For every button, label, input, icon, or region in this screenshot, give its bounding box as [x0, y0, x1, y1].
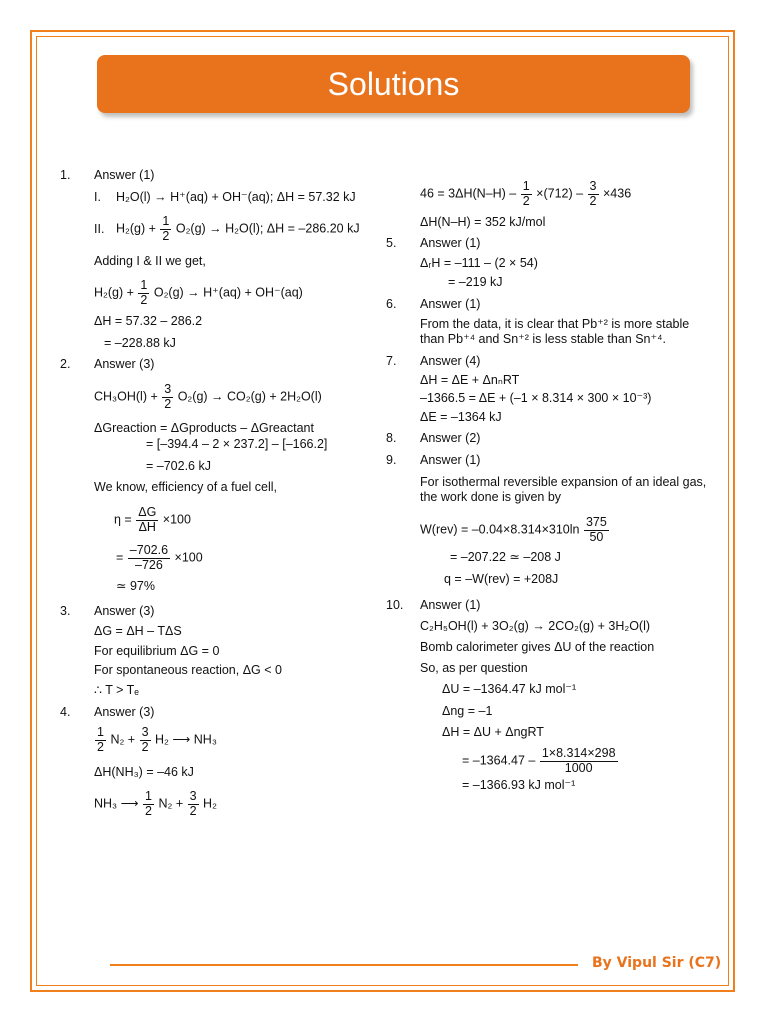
equation-line: C₂H₅OH(l) + 3O₂(g) → 2CO₂(g) + 3H₂O(l): [420, 619, 651, 634]
title-banner: [97, 55, 690, 113]
equation-line: ΔU = –1364.47 kJ mol⁻¹: [442, 682, 577, 697]
numerator: 3: [164, 381, 172, 396]
denominator: 2: [189, 804, 197, 818]
equation-text: O₂(g) → H⁺(aq) + OH⁻(aq): [153, 285, 303, 300]
denominator: 2: [145, 804, 152, 818]
equation-line: [94, 790, 385, 819]
question-number: 10.: [386, 597, 404, 612]
text-line: Adding I & II we get,: [94, 253, 206, 268]
denominator: 2: [141, 739, 149, 754]
equation-text: N₂ +: [158, 796, 184, 811]
denominator: ΔH: [138, 519, 156, 534]
equation-text: H₂: [203, 796, 217, 811]
answer-10: [386, 598, 716, 794]
equation-text: O₂(g) → CO₂(g) + 2H₂O(l): [177, 389, 322, 404]
equation-text: H₂O(l) → H⁺(aq) + OH⁻(aq); ΔH = 57.32 kJ: [116, 189, 356, 204]
roman-label: I.: [94, 189, 101, 204]
fraction: [140, 726, 151, 755]
equation-line: ΔE = –1364 kJ: [420, 409, 502, 424]
fraction: [136, 506, 158, 535]
answer-1: [60, 168, 385, 351]
answer-label: Answer (1): [420, 597, 481, 612]
answer-label: Answer (1): [420, 297, 481, 311]
text-line: For equilibrium ΔG = 0: [94, 643, 220, 658]
equation-text: CH₃OH(l) +: [94, 389, 158, 404]
equation-line: ΔH = ΔU + ΔngRT: [442, 725, 544, 740]
equation-text: =: [116, 550, 124, 565]
footer-rule: [110, 964, 578, 966]
answer-7: [386, 354, 716, 426]
answer-label: Answer (1): [420, 236, 481, 251]
question-number: 5.: [386, 236, 397, 251]
fraction: [588, 180, 599, 209]
numerator: 375: [585, 514, 607, 529]
denominator: 2: [140, 293, 148, 308]
equation-text: = –1364.47 –: [462, 753, 536, 768]
fraction: [143, 790, 154, 819]
answer-label: Answer (1): [420, 453, 481, 467]
equation-line: ≃ 97%: [116, 578, 155, 593]
text-line: than Pb⁺⁴ and Sn⁺² is less stable than Sn⁺⁴.: [420, 332, 666, 347]
numerator: 3: [141, 725, 149, 740]
fraction: [95, 726, 106, 755]
equation-line: –1366.5 = ΔE + (–1 × 8.314 × 300 × 10⁻³): [420, 391, 652, 406]
equation-line: ΔᵣH = –111 – (2 × 54): [420, 255, 538, 270]
denominator: 2: [522, 193, 530, 208]
numerator: 1: [97, 725, 104, 740]
question-number: 7.: [386, 353, 397, 368]
text-line: For spontaneous reaction, ΔG < 0: [94, 663, 282, 678]
numerator: 1: [162, 214, 170, 229]
denominator: 1000: [564, 760, 593, 775]
numerator: 1×8.314×298: [541, 746, 616, 760]
denominator: 50: [589, 529, 604, 544]
fraction: [521, 180, 532, 209]
fraction: [128, 544, 170, 573]
equation-line: [94, 215, 385, 244]
numerator: ΔG: [138, 504, 157, 519]
equation-line: ΔGreaction = ΔGproducts – ΔGreactant: [94, 421, 314, 436]
question-number: 9.: [386, 453, 397, 467]
equation-line: [420, 180, 716, 209]
numerator: 3: [189, 789, 197, 804]
fraction: [540, 747, 618, 776]
equation-line: [94, 506, 385, 535]
equation-line: = –228.88 kJ: [104, 335, 176, 350]
equation-text: ×(712) –: [536, 186, 584, 201]
numerator: 1: [522, 179, 530, 193]
question-number: 8.: [386, 431, 397, 446]
numerator: 1: [145, 789, 152, 804]
question-number: 6.: [386, 297, 397, 311]
equation-text: H₂(g) +: [94, 285, 134, 300]
equation-line: = –1366.93 kJ mol⁻¹: [462, 777, 576, 792]
equation-line: [94, 544, 385, 573]
numerator: 1: [140, 278, 148, 293]
equation-line: ΔH = ΔE + ΔnₙRT: [420, 372, 520, 387]
numerator: –702.6: [129, 543, 169, 558]
equation-line: = [–394.4 – 2 × 237.2] – [–166.2]: [146, 436, 328, 451]
answer-label: Answer (2): [420, 431, 481, 446]
question-number: 3.: [60, 604, 71, 619]
fraction: [584, 516, 609, 545]
text-line: the work done is given by: [420, 490, 562, 505]
equation-line: = –702.6 kJ: [146, 458, 211, 473]
answer-label: Answer (3): [94, 357, 155, 372]
equation-line: ΔH = 57.32 – 286.2: [94, 313, 203, 328]
equation-line: ΔH(NH₃) = –46 kJ: [94, 764, 194, 779]
equation-line: [420, 747, 716, 776]
footer-credit: By Vipul Sir (C7): [592, 955, 722, 971]
answer-8: [386, 431, 716, 447]
equation-text: 46 = 3ΔH(N–H) –: [420, 186, 517, 201]
equation-line: ΔG = ΔH – TΔS: [94, 624, 182, 638]
equation-line: q = –W(rev) = +208J: [444, 572, 559, 586]
equation-line: [420, 516, 716, 545]
question-number: 1.: [60, 168, 71, 182]
equation-text: N₂ +: [110, 732, 136, 747]
answer-label: Answer (1): [94, 168, 155, 182]
fraction: [160, 215, 171, 244]
roman-label: II.: [94, 221, 105, 236]
text-line: For isothermal reversible expansion of an ideal gas,: [420, 474, 707, 489]
text-line: We know, efficiency of a fuel cell,: [94, 480, 277, 495]
answer-4-continued: [386, 180, 716, 230]
equation-text: NH₃ ⟶: [94, 796, 139, 811]
equation-text: H₂(g) +: [116, 221, 156, 236]
question-number: 2.: [60, 357, 71, 372]
equation-line: [94, 383, 385, 412]
denominator: 2: [589, 193, 597, 208]
right-column: [386, 180, 716, 793]
equation-text: ×436: [602, 186, 632, 201]
answer-5: [386, 236, 716, 291]
denominator: 2: [97, 739, 104, 754]
answer-9: [386, 453, 716, 588]
left-column: [60, 168, 385, 819]
denominator: 2: [162, 229, 170, 243]
equation-text: O₂(g) → H₂O(l); ΔH = –286.20 kJ: [175, 221, 360, 236]
denominator: –726: [135, 558, 163, 572]
text-line: From the data, it is clear that Pb⁺² is more stable: [420, 316, 690, 331]
page-title: Solutions: [327, 65, 460, 102]
answer-3: [60, 604, 385, 698]
answer-label: Answer (3): [94, 704, 155, 719]
equation-line: ∴ T > Tₑ: [94, 682, 139, 697]
equation-text: ×100: [174, 550, 203, 565]
equation-line: = –207.22 ≃ –208 J: [450, 550, 561, 565]
numerator: 3: [589, 179, 597, 193]
question-number: 4.: [60, 704, 71, 719]
fraction: [138, 279, 149, 308]
answer-6: [386, 297, 716, 348]
equation-text: ×100: [162, 512, 191, 527]
equation-line: ΔH(N–H) = 352 kJ/mol: [420, 214, 546, 229]
equation-line: Δng = –1: [442, 703, 493, 718]
equation-line: [94, 726, 385, 755]
equation-line: [94, 190, 385, 206]
equation-line: [94, 279, 385, 308]
text-line: Bomb calorimeter gives ΔU of the reaction: [420, 639, 655, 654]
equation-text: η =: [114, 512, 132, 527]
answer-2: [60, 357, 385, 594]
denominator: 2: [164, 396, 172, 411]
answer-4: [60, 705, 385, 819]
equation-line: = –219 kJ: [448, 275, 503, 290]
equation-text: W(rev) = –0.04×8.314×310ln: [420, 522, 580, 537]
fraction: [162, 383, 173, 412]
text-line: So, as per question: [420, 660, 528, 675]
answer-label: Answer (4): [420, 353, 481, 368]
equation-text: H₂ ⟶ NH₃: [155, 732, 217, 747]
answer-label: Answer (3): [94, 604, 155, 619]
fraction: [188, 790, 199, 819]
